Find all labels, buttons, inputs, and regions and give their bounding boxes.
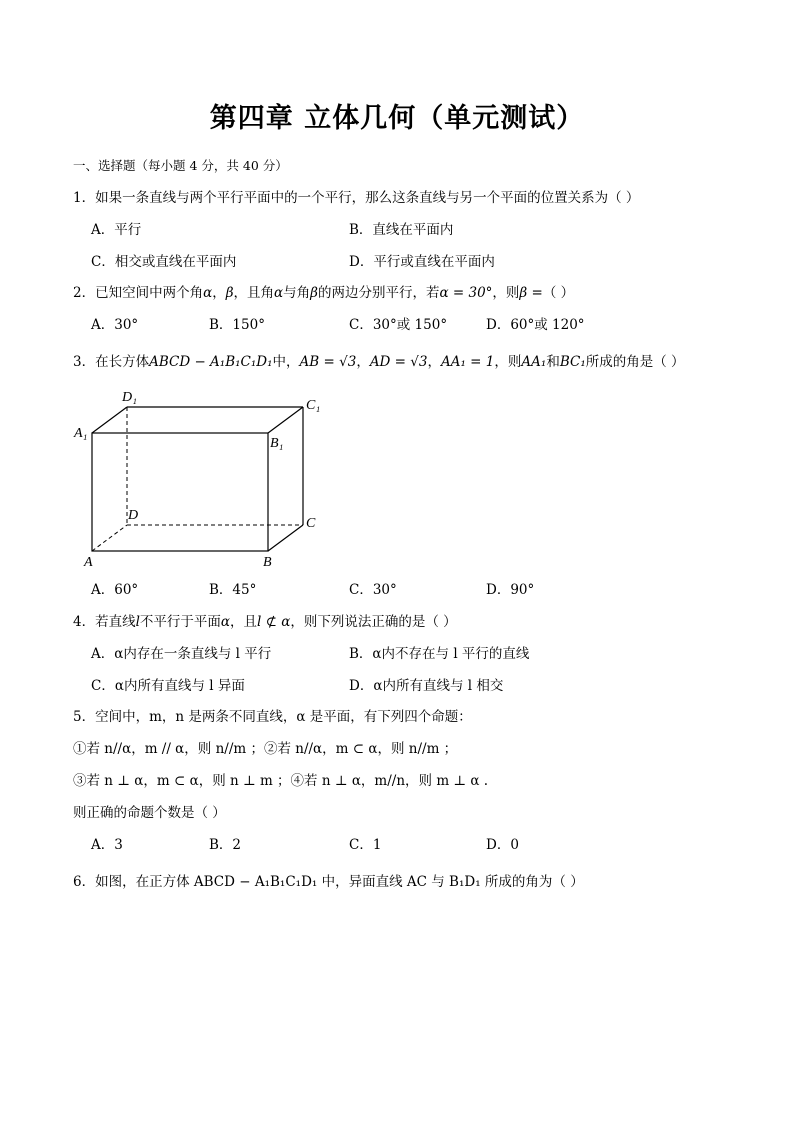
label-b: B xyxy=(263,555,272,570)
question-1-option-d[interactable]: D．平行或直线在平面内 xyxy=(349,254,495,270)
stem-text: 和 xyxy=(546,354,560,370)
stem-text: ， xyxy=(212,285,226,301)
question-1-option-a[interactable]: A．平行 xyxy=(91,222,142,238)
beta-symbol: β xyxy=(310,285,318,301)
formula-aa1: AA₁ = 1 xyxy=(440,354,495,370)
label-b1: B₁ xyxy=(270,436,284,451)
page-title: 第四章 立体几何（单元测试） xyxy=(209,103,585,134)
label-d: D xyxy=(128,508,139,523)
question-2-option-d[interactable]: D．60°或 120° xyxy=(486,317,585,333)
question-4-option-b[interactable]: B．α内不存在与 l 平行的直线 xyxy=(349,646,530,662)
stem-text: ，则下列说法正确的是（ ） xyxy=(290,614,457,630)
line-aa1: AA₁ xyxy=(521,354,547,370)
question-6-stem: 6．如图，在正方体 ABCD − A₁B₁C₁D₁ 中，异面直线 AC 与 B₁D₁ 所成的角为（ ） xyxy=(73,874,584,890)
question-4-option-a[interactable]: A．α内存在一条直线与 l 平行 xyxy=(91,646,272,662)
label-a1: A₁ xyxy=(74,426,88,441)
question-1-option-c[interactable]: C．相交或直线在平面内 xyxy=(91,254,237,270)
label-a: A xyxy=(84,555,93,570)
question-4-option-c[interactable]: C．α内所有直线与 l 异面 xyxy=(91,678,245,694)
condition-formula: l ⊄ α xyxy=(257,614,291,630)
stem-text: 所成的角是（ ） xyxy=(585,354,685,370)
stem-text: 的两边分别平行，若 xyxy=(317,285,440,301)
question-3-option-c[interactable]: C．30° xyxy=(349,582,397,598)
question-3-option-d[interactable]: D．90° xyxy=(486,582,535,598)
question-3-stem: 3．在长方体ABCD − A₁B₁C₁D₁中，AB = √3，AD = √3，AA₁ = 1，则AA₁和BC₁所成的角是（ ） xyxy=(73,354,685,370)
label-d1: D₁ xyxy=(122,390,137,405)
stem-text: 4．若直线 xyxy=(73,614,136,630)
stem-text: 3．在长方体 xyxy=(73,354,150,370)
question-5-option-b[interactable]: B．2 xyxy=(209,837,242,853)
question-3-option-a[interactable]: A．60° xyxy=(91,582,139,598)
label-c1: C₁ xyxy=(306,398,321,413)
edge-b-c xyxy=(268,525,303,551)
question-4-option-d[interactable]: D．α内所有直线与 l 相交 xyxy=(349,678,504,694)
question-5-option-c[interactable]: C．1 xyxy=(349,837,382,853)
hidden-edge-a-d xyxy=(92,525,127,551)
stem-text: ，且角 xyxy=(233,285,275,301)
cuboid-figure xyxy=(70,385,330,570)
edge-b1-c1 xyxy=(268,407,303,433)
question-4-stem xyxy=(73,613,457,631)
question-3-option-b[interactable]: B．45° xyxy=(209,582,257,598)
question-5-stem: 5．空间中，m，n 是两条不同直线，α 是平面，有下列四个命题： xyxy=(73,709,472,725)
question-5-propositions-3-4: ③若 n ⊥ α，m ⊂ α，则 n ⊥ m ；④若 n ⊥ α，m//n，则 m ⊥ α . xyxy=(73,773,489,789)
formula-ab: AB = √3 xyxy=(299,354,357,370)
alpha-symbol: α xyxy=(203,285,213,301)
label-c: C xyxy=(306,516,316,531)
question-5-option-d[interactable]: D．0 xyxy=(486,837,519,853)
question-2-option-c[interactable]: C．30°或 150° xyxy=(349,317,448,333)
stem-text: 与角 xyxy=(283,285,311,301)
condition-formula: α = 30° xyxy=(439,285,493,301)
formula-ad: AD = √3 xyxy=(369,354,428,370)
alpha-symbol: α xyxy=(220,614,231,630)
question-5-option-a[interactable]: A．3 xyxy=(91,837,123,853)
question-2-option-b[interactable]: B．150° xyxy=(209,317,265,333)
stem-text: 不平行于平面 xyxy=(139,614,221,630)
solid-name: ABCD − A₁B₁C₁D₁ xyxy=(149,354,273,370)
stem-text: （ ） xyxy=(542,285,575,301)
stem-text: 中， xyxy=(272,354,300,370)
stem-text: 2．已知空间中两个角 xyxy=(73,285,204,301)
ask-formula: β = xyxy=(519,285,543,301)
question-1-option-b[interactable]: B．直线在平面内 xyxy=(349,222,454,238)
question-2-stem xyxy=(73,284,574,302)
line-l: l xyxy=(135,614,140,630)
beta-symbol: β xyxy=(225,285,234,301)
stem-text: ，则 xyxy=(494,354,522,370)
edge-a1-d1 xyxy=(92,407,127,433)
stem-text: ，则 xyxy=(492,285,520,301)
section-heading: 一、选择题（每小题 4 分，共 40 分） xyxy=(73,158,288,173)
question-5-propositions-1-2: ①若 n//α，m // α，则 n//m ；②若 n//α，m ⊂ α，则 n//m ； xyxy=(73,741,458,757)
question-1-stem: 1．如果一条直线与两个平行平面中的一个平行，那么这条直线与另一个平面的位置关系为（ ） xyxy=(73,190,640,206)
front-face xyxy=(92,433,268,551)
stem-text: ，且 xyxy=(230,614,258,630)
question-2-option-a[interactable]: A．30° xyxy=(91,317,139,333)
line-bc1: BC₁ xyxy=(559,354,586,370)
alpha-symbol: α xyxy=(274,285,284,301)
question-5-ask: 则正确的命题个数是（ ） xyxy=(73,805,226,821)
